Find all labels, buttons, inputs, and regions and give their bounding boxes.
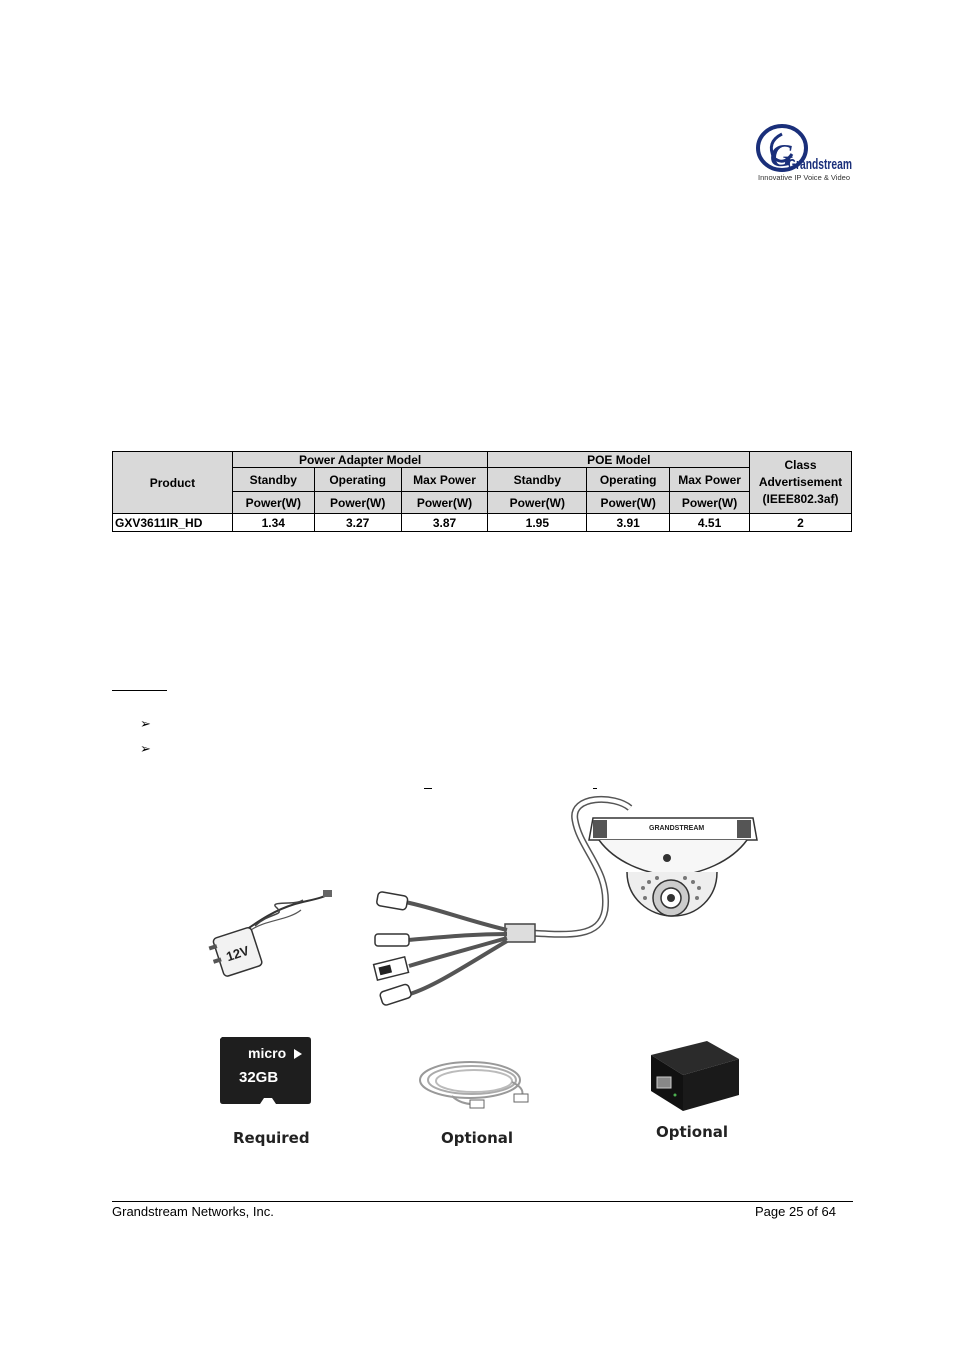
sub-header: Operating — [587, 468, 670, 492]
text-mark — [424, 788, 432, 789]
grandstream-logo — [752, 114, 858, 186]
unit-header: Power(W) — [488, 492, 587, 514]
note-underline — [112, 690, 167, 691]
logo-tagline: Innovative IP Voice & Video — [758, 175, 851, 182]
unit-header: Power(W) — [670, 492, 750, 514]
microsd-brand: micro — [248, 1045, 287, 1061]
text-mark — [593, 788, 597, 789]
sub-header: Standby — [232, 468, 314, 492]
footer-page-number: Page 25 of 64 — [755, 1204, 836, 1219]
caption-required: Required — [233, 1129, 310, 1147]
logo-brand: Grandstream — [788, 156, 852, 173]
sub-header: Operating — [314, 468, 401, 492]
value-cell: 1.34 — [232, 514, 314, 532]
dome-camera-image — [365, 790, 785, 1010]
caption-optional-cable: Optional — [441, 1129, 514, 1147]
camera-brand: GRANDSTREAM — [649, 825, 705, 832]
value-cell: 3.87 — [401, 514, 488, 532]
network-cable-image — [412, 1050, 542, 1110]
unit-header: Power(W) — [587, 492, 670, 514]
arrow-bullet-icon: ➢ — [140, 741, 151, 756]
microsd-card-image — [218, 1035, 313, 1107]
table-row — [113, 514, 852, 532]
class-header: Class Advertisement (IEEE802.3af) — [750, 452, 852, 514]
sub-header: Max Power — [401, 468, 488, 492]
sub-header: Max Power — [670, 468, 750, 492]
unit-header: Power(W) — [314, 492, 401, 514]
product-header: Product — [113, 452, 233, 514]
sub-header: Standby — [488, 468, 587, 492]
product-cell: GXV3611IR_HD — [113, 514, 233, 532]
value-cell: 4.51 — [670, 514, 750, 532]
class-cell: 2 — [750, 514, 852, 532]
microsd-capacity: 32GB — [239, 1069, 279, 1086]
poe-group-header: POE Model — [488, 452, 750, 468]
power-adapter-image — [205, 890, 335, 980]
caption-optional-poe: Optional — [656, 1123, 729, 1141]
value-cell: 1.95 — [488, 514, 587, 532]
footer-divider — [112, 1201, 853, 1202]
power-consumption-table — [112, 451, 852, 532]
footer-company: Grandstream Networks, Inc. — [112, 1204, 274, 1219]
unit-header: Power(W) — [232, 492, 314, 514]
adapter-label: 12V — [224, 942, 251, 965]
svg-text:G: G — [770, 137, 794, 173]
adapter-group-header: Power Adapter Model — [232, 452, 488, 468]
value-cell: 3.91 — [587, 514, 670, 532]
unit-header: Power(W) — [401, 492, 488, 514]
value-cell: 3.27 — [314, 514, 401, 532]
arrow-bullet-icon: ➢ — [140, 716, 151, 731]
poe-injector-image — [645, 1025, 745, 1115]
